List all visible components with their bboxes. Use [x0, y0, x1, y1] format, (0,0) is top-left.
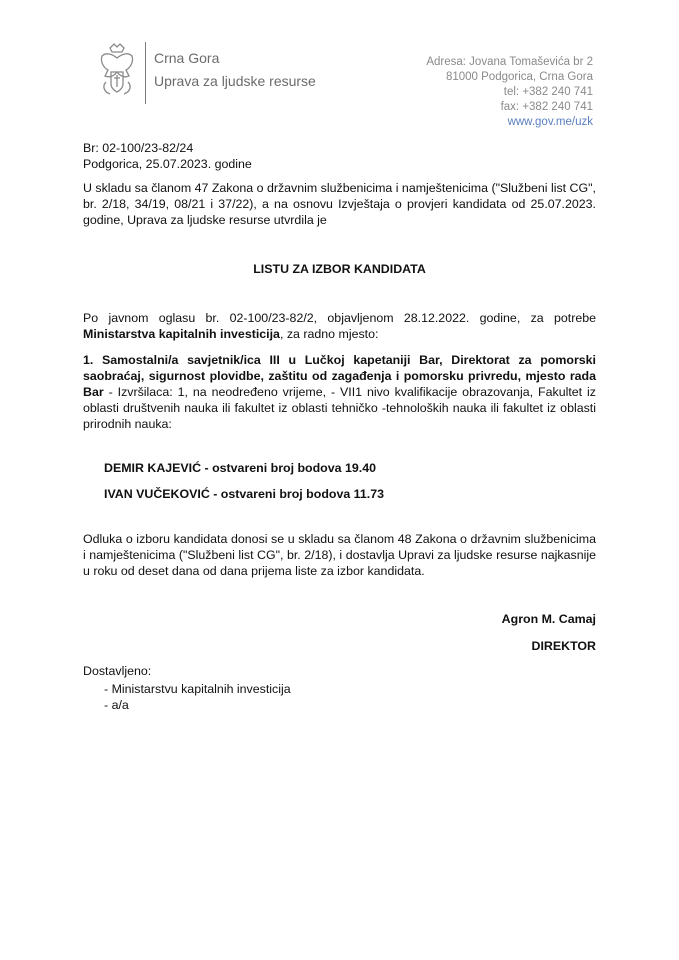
decision-paragraph: Odluka o izboru kandidata donosi se u skladu sa članom 48 Zakona o državnim službenicima i namještenicima ("Službeni list CG", br. 2/18), i dostavlja Upravi za ljudske resurse najkasnije u roku od deset dana od dana prijema liste za izbor kandidata.: [83, 532, 596, 578]
telephone: tel: +382 240 741: [503, 86, 593, 98]
delivered-item: - a/a: [104, 698, 129, 712]
intro-paragraph: U skladu sa članom 47 Zakona o državnim službenicima i namještenicima ("Službeni list CG", br. 2/18, 34/19, 08/21 i 37/22), a na osnovu Izvještaja o provjeri kandidata od 25.07.2023. godine, Uprava za ljudske resurse utvrdila je: [83, 181, 596, 227]
address-line-2: 81000 Podgorica, Crna Gora: [445, 71, 593, 83]
announcement-text-end: , za radno mjesto:: [279, 327, 379, 341]
coat-of-arms-icon: [96, 42, 138, 98]
position-paragraph: [83, 352, 596, 432]
candidate-item: IVAN VUČEKOVIĆ - ostvareni broj bodova 11.73: [104, 487, 385, 501]
reference-block: [83, 140, 596, 172]
website-link[interactable]: www.gov.me/uzk: [507, 116, 593, 128]
ministry-name: Ministarstva kapitalnih investicija: [83, 327, 280, 341]
candidate-item: DEMIR KAJEVIĆ - ostvareni broj bodova 19.40: [104, 461, 376, 475]
address-line-1: Adresa: Jovana Tomaševića br 2: [426, 56, 593, 68]
announcement-paragraph: [83, 310, 596, 342]
position-title: 1. Samostalni/a savjetnik/ica III u Lučkoj kapetaniji Bar, Direktorat za pomorski saobraćaj, sigurnost plovidbe, zaštitu od zagađenja i pomorsku privredu, mjesto rada Bar: [83, 353, 596, 399]
document-title: LISTU ZA IZBOR KANDIDATA: [253, 262, 426, 276]
org-line-2: Uprava za ljudske resurse: [154, 73, 316, 89]
org-line-1: Crna Gora: [154, 50, 220, 66]
delivered-item: - Ministarstvu kapitalnih investicija: [104, 682, 291, 696]
fax: fax: +382 240 741: [500, 101, 593, 113]
signatory-title: DIREKTOR: [531, 639, 596, 653]
header-divider: [145, 42, 146, 104]
contact-block: [426, 55, 593, 130]
signatory-name: Agron M. Camaj: [501, 612, 596, 626]
delivered-label: Dostavljeno:: [83, 664, 152, 678]
organization-name: [154, 47, 316, 93]
reference-number: Br: 02-100/23-82/24: [83, 141, 194, 155]
place-date: Podgorica, 25.07.2023. godine: [83, 157, 252, 171]
position-details: - Izvršilaca: 1, na neodređeno vrijeme, - VII1 nivo kvalifikacije obrazovanja, Fakultet iz oblasti društvenih nauka ili fakultet iz oblasti tehničko -tehnoloških nauka ili fakultet iz oblasti prirodnih nauka:: [83, 385, 596, 431]
announcement-text: Po javnom oglasu br. 02-100/23-82/2, objavljenom 28.12.2022. godine, za potrebe: [83, 311, 596, 325]
